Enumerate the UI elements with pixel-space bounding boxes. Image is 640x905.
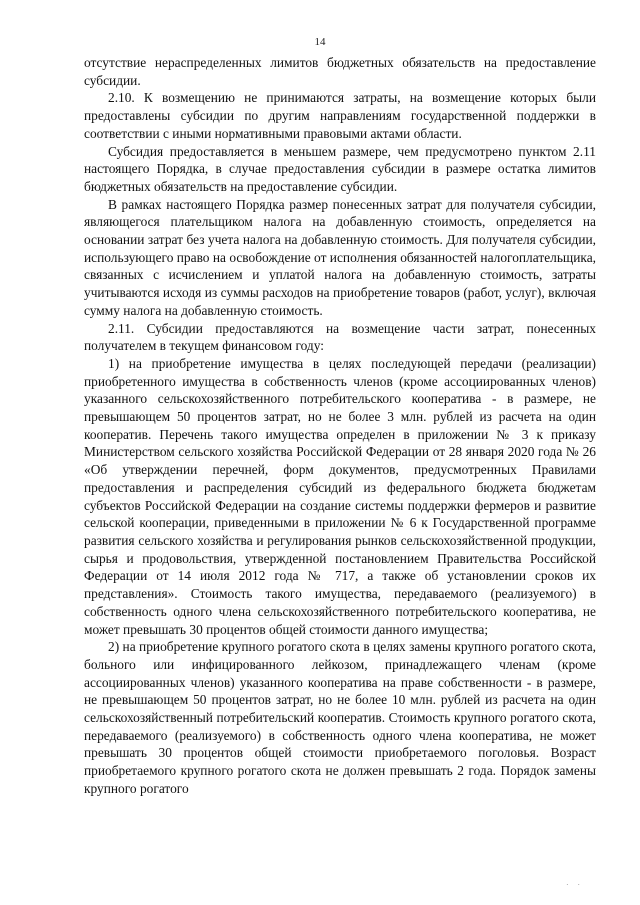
paragraph-vat: В рамках настоящего Порядка размер понесенных затрат для получателя субсидии, являющегося плательщиком налога на добавленную стоимость, определяется на основании затрат без учета налога на добавленную стоимость. Для получателя субсидии, использующего право на освобождение от исполнения обязанностей налогоплательщика, связанных с исчислением и уплатой налога на добавленную стоимость, затраты учитываются исходя из суммы расходов на приобретение товаров (работ, услуг), включая сумму налога на добавленную стоимость. xyxy=(84,196,596,318)
paragraph-item-1: 1) на приобретение имущества в целях последующей передачи (реализации) приобретенного имущества в собственность членов (кроме ассоциированных членов) указанного сельскохозяйственного потребительского кооператива - в размере, не превышающем 50 процентов затрат, но не более 3 млн. рублей из расчета на один кооператив. Перечень такого имущества определен в приложении № 3 к приказу Министерством сельского хозяйства Российской Федерации от 28 января 2020 года № 26 «Об утверждении перечней, форм документов, предусмотренных Правилами предоставления и распределения субсидий из федерального бюджета бюджетам субъектов Российской Федерации на создание системы поддержки фермеров и развитие сельской кооперации, приведенными в приложении № 6 к Государственной программе развития сельского хозяйства и регулирования рынков сельскохозяйственной продукции, сырья и продовольствия, утвержденной постановлением Правительства Российской Федерации от 14 июля 2012 года № 717, а также об установлении сроков их представления». Стоимость такого имущества, передаваемого (реализуемого) в собственность одного члена сельскохозяйственного потребительского кооператива, не может превышать 30 процентов общей стоимости данного имущества; xyxy=(84,355,596,637)
paragraph-item-2: 2) на приобретение крупного рогатого скота в целях замены крупного рогатого скота, больного или инфицированного лейкозом, принадлежащего членам (кроме ассоциированных членов) указанного кооператива на праве собственности - в размере, не превышающем 50 процентов затрат, но не более 10 млн. рублей из расчета на один сельскохозяйственный потребительский кооператив. Стоимость крупного рогатого скота, передаваемого (реализуемого) в собственность одного члена кооператива, не может превышать 30 процентов общей стоимости приобретаемого поголовья. Возраст приобретаемого крупного рогатого скота не должен превышать 2 года. Порядок замены крупного рогатого xyxy=(84,639,596,796)
footer-mark: · · xyxy=(566,881,582,889)
paragraph-2-11: 2.11. Субсидии предоставляются на возмещение части затрат, понесенных получателем в текущем финансовом году: xyxy=(84,320,596,354)
paragraph-continuation: отсутствие нераспределенных лимитов бюджетных обязательств на предоставление субсидии. xyxy=(84,55,596,88)
paragraph-2-10: 2.10. К возмещению не принимаются затраты, на возмещение которых были предоставлены субсидии по другим направлениям государственной поддержки в соответствии с иными нормативными правовыми актами области. xyxy=(84,90,596,141)
page-number: 14 xyxy=(314,36,326,48)
paragraph-subsidy-reduced: Субсидия предоставляется в меньшем размере, чем предусмотрено пунктом 2.11 настоящего Порядка, в случае предоставления субсидии в размере остатка лимитов бюджетных обязательств на предоставление субсидии. xyxy=(84,143,596,194)
document-body xyxy=(84,54,596,798)
